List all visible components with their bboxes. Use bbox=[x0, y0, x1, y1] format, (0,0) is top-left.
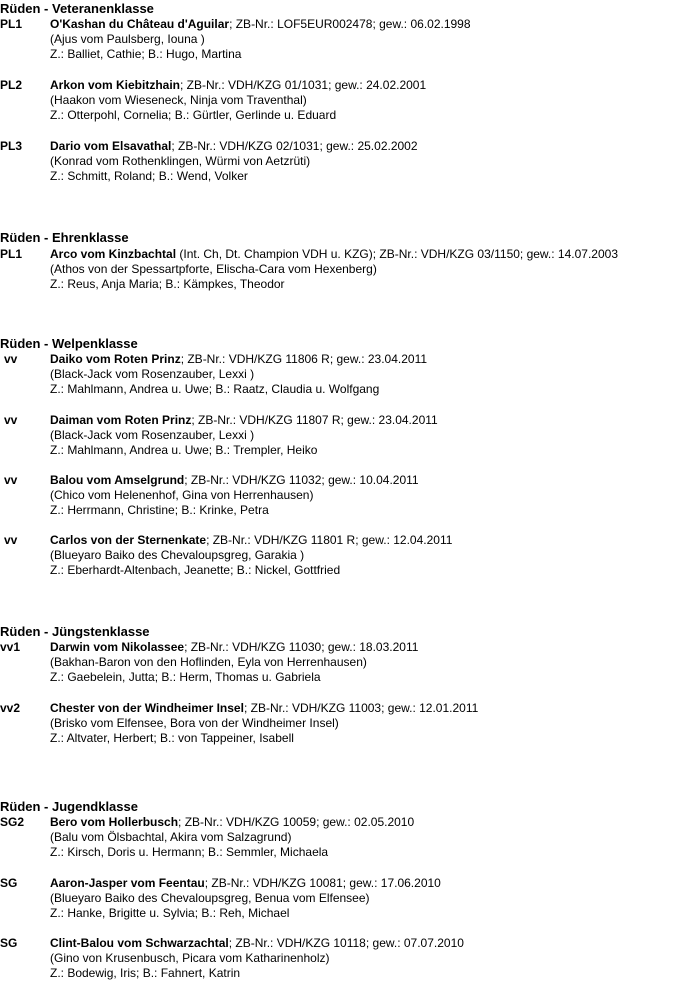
entry-headline bbox=[50, 473, 419, 488]
dog-breeder-owner: Z.: Otterpohl, Cornelia; B.: Gürtler, Gerlinde u. Eduard bbox=[50, 108, 337, 122]
entry-headline bbox=[50, 640, 418, 655]
dog-details: ; ZB-Nr.: VDH/KZG 10118; gew.: 07.07.2010 bbox=[228, 936, 464, 950]
entry-headline bbox=[50, 701, 478, 716]
rank-label: vv bbox=[4, 533, 18, 547]
dog-breeder-owner: Z.: Eberhardt-Altenbach, Jeanette; B.: Nickel, Gottfried bbox=[50, 563, 341, 577]
rank-label: vv bbox=[4, 352, 18, 366]
dog-parents: (Blueyaro Baiko des Chevaloupsgreg, Garakia ) bbox=[50, 548, 305, 562]
dog-breeder-owner: Z.: Bodewig, Iris; B.: Fahnert, Katrin bbox=[50, 966, 241, 980]
dog-parents: (Black-Jack vom Rosenzauber, Lexxi ) bbox=[50, 367, 255, 381]
dog-parents: (Athos von der Spessartpforte, Elischa-Cara vom Hexenberg) bbox=[50, 262, 377, 276]
dog-parents: (Bakhan-Baron von den Hoflinden, Eyla von Herrenhausen) bbox=[50, 655, 367, 669]
dog-details: ; ZB-Nr.: VDH/KZG 11032; gew.: 10.04.2011 bbox=[184, 473, 419, 487]
entry-headline bbox=[50, 876, 441, 891]
dog-details: ; ZB-Nr.: VDH/KZG 11807 R; gew.: 23.04.2011 bbox=[191, 413, 438, 427]
dog-name: Arkon vom Kiebitzhain bbox=[50, 78, 181, 92]
dog-breeder-owner: Z.: Balliet, Cathie; B.: Hugo, Martina bbox=[50, 47, 242, 61]
rank-label: PL3 bbox=[0, 139, 23, 153]
section-title-welpenklasse: Rüden - Welpenklasse bbox=[0, 336, 138, 351]
dog-breeder-owner: Z.: Herrmann, Christine; B.: Krinke, Petra bbox=[50, 503, 269, 517]
dog-parents: (Balu vom Ölsbachtal, Akira vom Salzagrund) bbox=[50, 830, 292, 844]
entry-headline bbox=[50, 936, 464, 951]
dog-parents: (Konrad vom Rothenklingen, Würmi von Aetzrüti) bbox=[50, 154, 311, 168]
rank-label: SG bbox=[0, 936, 18, 950]
dog-details: ; ZB-Nr.: VDH/KZG 11030; gew.: 18.03.2011 bbox=[184, 640, 419, 654]
dog-name: Dario vom Elsavathal bbox=[50, 139, 172, 153]
dog-name: Darwin vom Nikolassee bbox=[50, 640, 185, 654]
dog-parents: (Brisko vom Elfensee, Bora von der Windheimer Insel) bbox=[50, 716, 339, 730]
entry-headline bbox=[50, 17, 471, 32]
dog-breeder-owner: Z.: Hanke, Brigitte u. Sylvia; B.: Reh, Michael bbox=[50, 906, 290, 920]
rank-label: SG2 bbox=[0, 815, 25, 829]
entry-headline bbox=[50, 78, 426, 93]
dog-breeder-owner: Z.: Gaebelein, Jutta; B.: Herm, Thomas u. Gabriela bbox=[50, 670, 321, 684]
rank-label: vv bbox=[4, 413, 18, 427]
entry-headline bbox=[50, 352, 427, 367]
section-title-ehrenklasse: Rüden - Ehrenklasse bbox=[0, 230, 129, 245]
dog-details: ; ZB-Nr.: VDH/KZG 10059; gew.: 02.05.2010 bbox=[178, 815, 415, 829]
dog-breeder-owner: Z.: Schmitt, Roland; B.: Wend, Volker bbox=[50, 169, 248, 183]
entry-headline bbox=[50, 247, 618, 262]
section-title-jugendklasse: Rüden - Jugendklasse bbox=[0, 799, 138, 814]
dog-parents: (Gino von Krusenbusch, Picara vom Katharinenholz) bbox=[50, 951, 330, 965]
dog-parents: (Haakon vom Wieseneck, Ninja vom Traventhal) bbox=[50, 93, 307, 107]
rank-label: SG bbox=[0, 876, 18, 890]
dog-parents: (Blueyaro Baiko des Chevaloupsgreg, Benua vom Elfensee) bbox=[50, 891, 370, 905]
dog-details: ; ZB-Nr.: VDH/KZG 01/1031; gew.: 24.02.2001 bbox=[180, 78, 427, 92]
dog-breeder-owner: Z.: Kirsch, Doris u. Hermann; B.: Semmler, Michaela bbox=[50, 845, 329, 859]
dog-breeder-owner: Z.: Mahlmann, Andrea u. Uwe; B.: Raatz, Claudia u. Wolfgang bbox=[50, 382, 380, 396]
dog-name: Chester von der Windheimer Insel bbox=[50, 701, 244, 715]
dog-details: (Int. Ch, Dt. Champion VDH u. KZG); ZB-Nr.: VDH/KZG 03/1150; gew.: 14.07.2003 bbox=[176, 247, 618, 261]
dog-details: ; ZB-Nr.: VDH/KZG 11003; gew.: 12.01.2011 bbox=[243, 701, 479, 715]
dog-details: ; ZB-Nr.: VDH/KZG 10081; gew.: 17.06.2010 bbox=[204, 876, 441, 890]
entry-headline bbox=[50, 413, 438, 428]
dog-name: Balou vom Amselgrund bbox=[50, 473, 185, 487]
entry-headline bbox=[50, 139, 418, 154]
dog-details: ; ZB-Nr.: VDH/KZG 11806 R; gew.: 23.04.2011 bbox=[180, 352, 428, 366]
entry-headline bbox=[50, 533, 452, 548]
dog-details: ; ZB-Nr.: LOF5EUR002478; gew.: 06.02.1998 bbox=[229, 17, 471, 31]
dog-breeder-owner: Z.: Reus, Anja Maria; B.: Kämpkes, Theodor bbox=[50, 277, 285, 291]
dog-name: Carlos von der Sternenkate bbox=[50, 533, 207, 547]
rank-label: PL1 bbox=[0, 17, 23, 31]
section-title-veteranenklasse: Rüden - Veteranenklasse bbox=[0, 1, 154, 16]
dog-parents: (Chico vom Helenenhof, Gina von Herrenhausen) bbox=[50, 488, 314, 502]
rank-label: vv bbox=[4, 473, 18, 487]
dog-name: Clint-Balou vom Schwarzachtal bbox=[50, 936, 229, 950]
dog-breeder-owner: Z.: Mahlmann, Andrea u. Uwe; B.: Trempler, Heiko bbox=[50, 443, 318, 457]
dog-name: Aaron-Jasper vom Feentau bbox=[50, 876, 205, 890]
entry-headline bbox=[50, 815, 414, 830]
rank-label: PL2 bbox=[0, 78, 23, 92]
dog-name: Daiman vom Roten Prinz bbox=[50, 413, 192, 427]
dog-name: Bero vom Hollerbusch bbox=[50, 815, 179, 829]
dog-parents: (Black-Jack vom Rosenzauber, Lexxi ) bbox=[50, 428, 255, 442]
dog-name: Arco vom Kinzbachtal bbox=[50, 247, 177, 261]
dog-parents: (Ajus vom Paulsberg, Iouna ) bbox=[50, 32, 205, 46]
rank-label: vv1 bbox=[0, 640, 21, 654]
rank-label: PL1 bbox=[0, 247, 23, 261]
dog-name: Daiko vom Roten Prinz bbox=[50, 352, 181, 366]
dog-breeder-owner: Z.: Altvater, Herbert; B.: von Tappeiner, Isabell bbox=[50, 731, 294, 745]
section-title-juengstenklasse: Rüden - Jüngstenklasse bbox=[0, 624, 150, 639]
dog-name: O'Kashan du Château d'Aguilar bbox=[50, 17, 230, 31]
dog-details: ; ZB-Nr.: VDH/KZG 02/1031; gew.: 25.02.2002 bbox=[171, 139, 418, 153]
rank-label: vv2 bbox=[0, 701, 21, 715]
dog-details: ; ZB-Nr.: VDH/KZG 11801 R; gew.: 12.04.2011 bbox=[206, 533, 453, 547]
